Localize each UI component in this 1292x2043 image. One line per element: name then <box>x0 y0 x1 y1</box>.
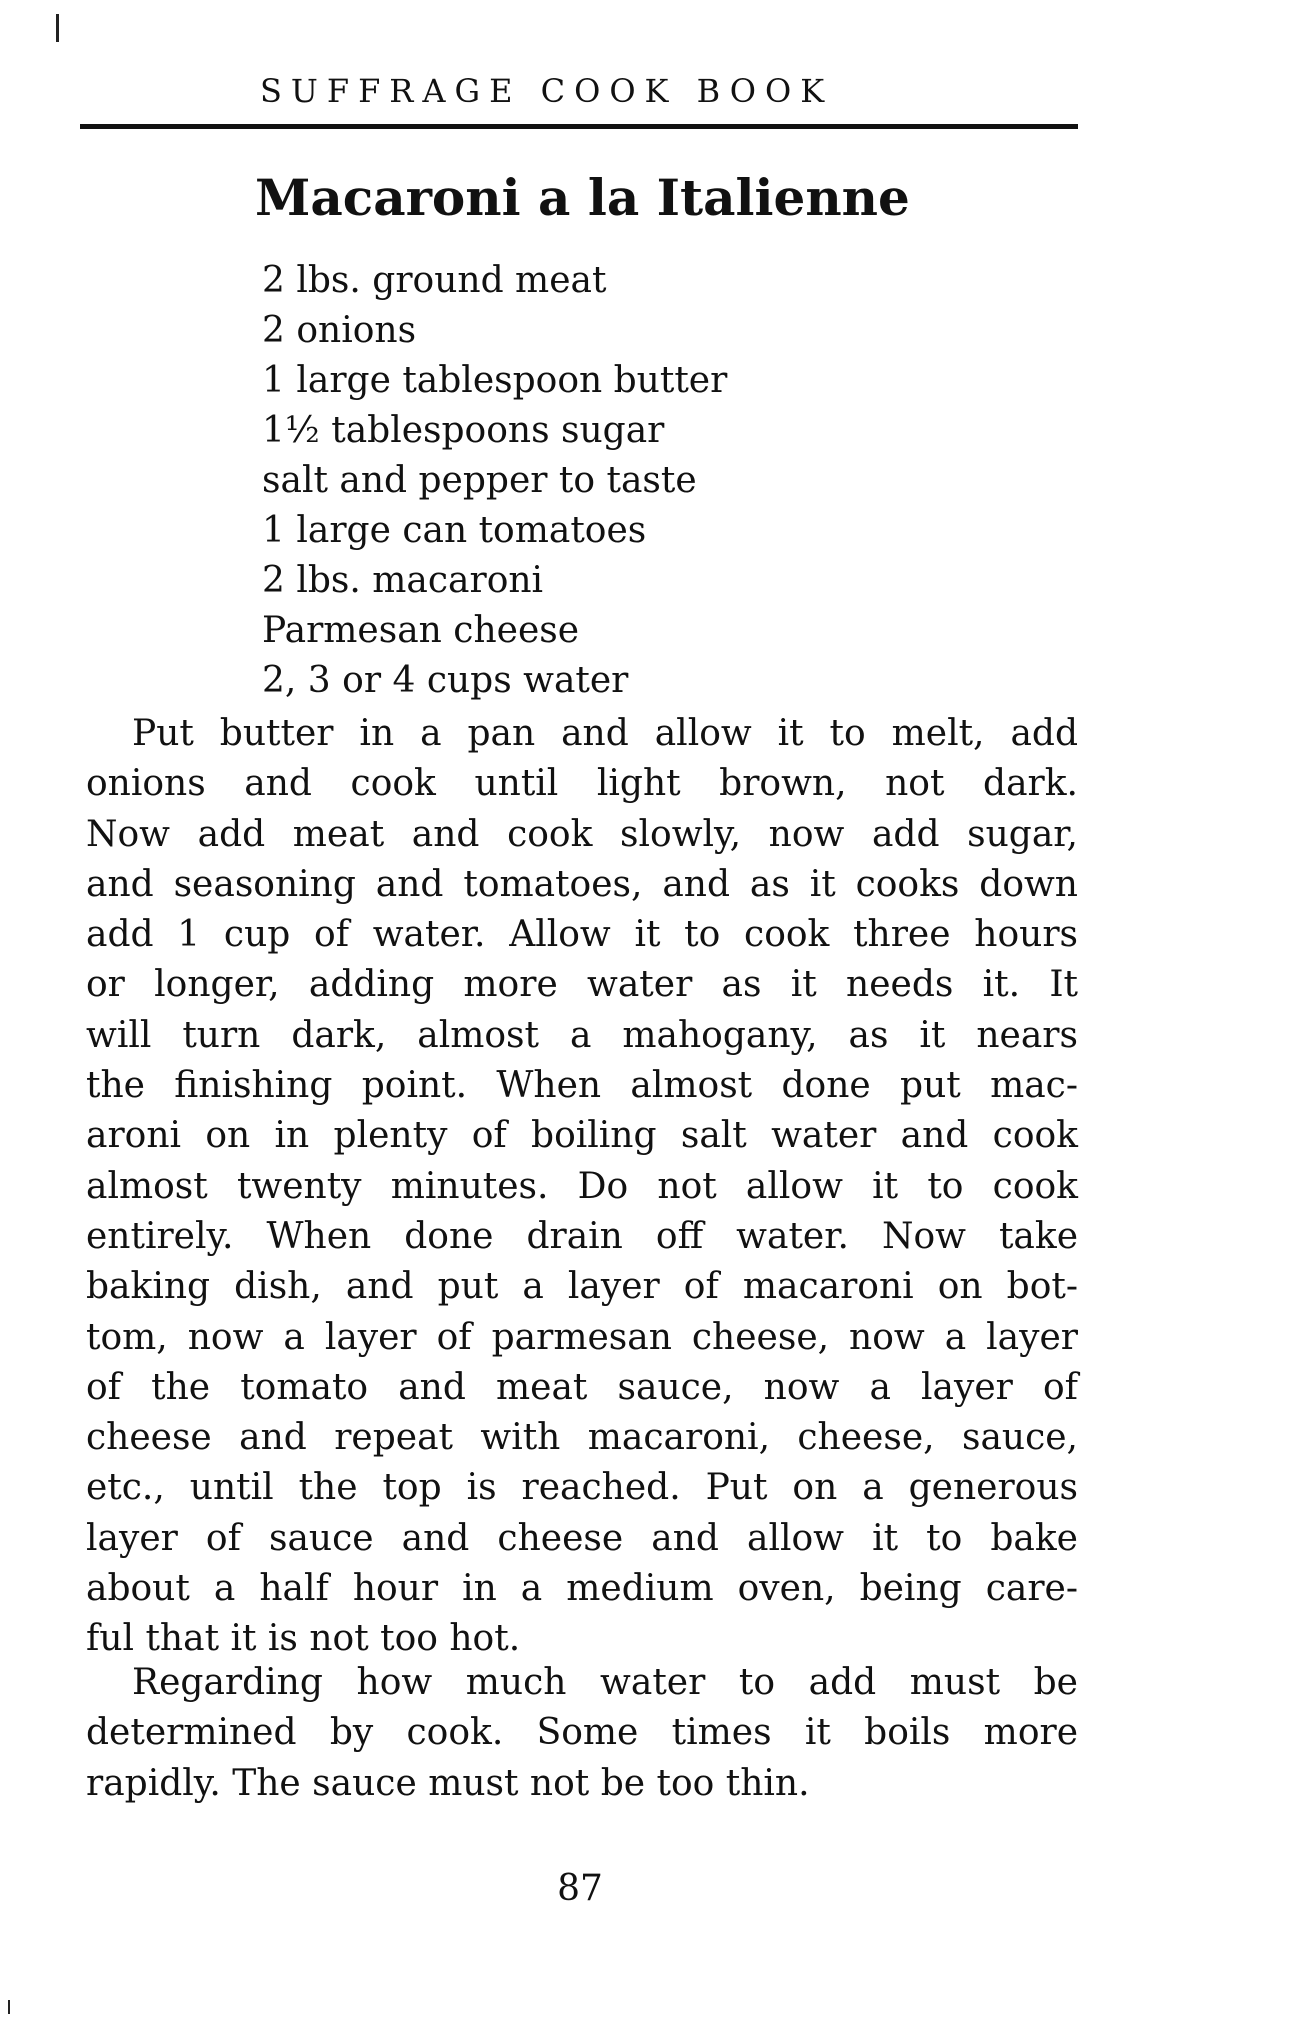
ingredient-item: Parmesan cheese <box>262 610 580 651</box>
ingredient-item: 1½ tablespoons sugar <box>262 410 665 451</box>
ingredient-item: 1 large can tomatoes <box>262 510 647 551</box>
ingredient-item: 2 lbs. macaroni <box>262 560 544 601</box>
text-line: cheese and repeat with macaroni, cheese, sauce, <box>86 1417 1078 1459</box>
note-paragraph <box>86 1658 1078 1809</box>
text-line: Now add meat and cook slowly, now add sugar, <box>86 813 1078 855</box>
text-line: aroni on in plenty of boiling salt water and cook <box>86 1115 1078 1157</box>
text-line: will turn dark, almost a mahogany, as it nears <box>86 1014 1078 1056</box>
text-line: ful that it is not too hot. <box>86 1618 521 1660</box>
text-line: entirely. When done drain off water. Now take <box>86 1215 1078 1257</box>
text-line: about a half hour in a medium oven, being care- <box>86 1568 1078 1610</box>
text-line: the finishing point. When almost done put mac- <box>86 1065 1078 1107</box>
text-line: etc., until the top is reached. Put on a generous <box>86 1467 1078 1509</box>
text-line: or longer, adding more water as it needs it. It <box>86 964 1078 1006</box>
ingredient-item: 1 large tablespoon butter <box>262 360 728 401</box>
text-line: Put butter in a pan and allow it to melt, add <box>132 713 1078 754</box>
ingredient-list <box>262 256 727 706</box>
text-line: layer of sauce and cheese and allow it to bake <box>86 1517 1078 1559</box>
text-line: onions and cook until light brown, not dark. <box>86 763 1078 805</box>
method-paragraph <box>86 709 1078 1665</box>
text-line: Regarding how much water to add must be <box>132 1662 1078 1703</box>
text-line: baking dish, and put a layer of macaroni on bot- <box>86 1266 1078 1308</box>
text-line: and seasoning and tomatoes, and as it cooks down <box>86 863 1078 905</box>
scan-mark-top <box>56 14 59 42</box>
scan-mark-bottom <box>8 2000 10 2014</box>
running-head: SUFFRAGE COOK BOOK <box>260 72 834 110</box>
header-rule <box>80 124 1078 129</box>
ingredient-item: 2 onions <box>262 310 417 351</box>
ingredient-item: 2, 3 or 4 cups water <box>262 660 629 701</box>
text-line: rapidly. The sauce must not be too thin. <box>86 1762 810 1804</box>
text-line: determined by cook. Some times it boils more <box>86 1712 1078 1754</box>
ingredient-item: salt and pepper to taste <box>262 460 697 501</box>
text-line: almost twenty minutes. Do not allow it to cook <box>86 1165 1078 1207</box>
page-number: 87 <box>557 1868 603 1909</box>
text-line: add 1 cup of water. Allow it to cook three hours <box>86 914 1078 956</box>
ingredient-item: 2 lbs. ground meat <box>262 260 607 301</box>
text-line: tom, now a layer of parmesan cheese, now a layer <box>86 1316 1078 1358</box>
text-line: of the tomato and meat sauce, now a layer of <box>86 1366 1078 1408</box>
recipe-title: Macaroni a la Italienne <box>255 168 910 227</box>
